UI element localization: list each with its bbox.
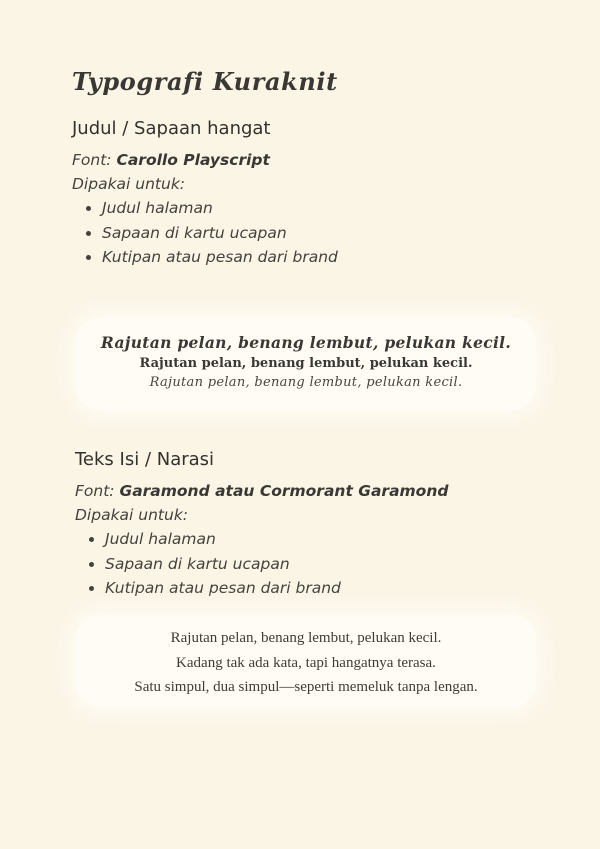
- bullet-icon: [86, 231, 91, 236]
- page-title: Typografi Kuraknit: [72, 67, 338, 96]
- list-item: [75, 527, 448, 552]
- bullet-icon: [89, 537, 94, 542]
- list-item: [75, 552, 448, 577]
- bullet-icon: [86, 255, 91, 260]
- sample-card: [76, 615, 536, 707]
- list-item-text: Judul halaman: [102, 199, 213, 217]
- uses-list: [75, 527, 448, 601]
- list-item-text: Sapaan di kartu ucapan: [102, 223, 287, 242]
- sample-card: [76, 318, 536, 410]
- list-item: [75, 576, 448, 601]
- used-for-label: Dipakai untuk:: [75, 506, 189, 524]
- bullet-icon: [89, 562, 94, 567]
- list-item-text: Judul halaman: [105, 530, 216, 548]
- list-item-text: Sapaan di kartu ucapan: [105, 554, 290, 573]
- section-body-font: [75, 449, 448, 601]
- section-heading-font: [72, 118, 338, 270]
- uses-list: [72, 196, 338, 270]
- sample-line: Rajutan pelan, benang lembut, pelukan kecil.: [149, 375, 463, 390]
- font-label: Font:: [75, 482, 115, 500]
- list-item: [72, 245, 338, 270]
- section-title: Judul / Sapaan hangat: [72, 118, 271, 139]
- sample-line: Kadang tak ada kata, tapi hangatnya terasa.: [176, 654, 436, 671]
- list-item-text: Kutipan atau pesan dari brand: [105, 579, 341, 597]
- font-info: [75, 479, 448, 503]
- bullet-icon: [86, 206, 91, 211]
- section-title: Teks Isi / Narasi: [75, 449, 215, 470]
- list-item: [72, 196, 338, 221]
- font-name: Garamond atau Cormorant Garamond: [119, 482, 449, 500]
- sample-line: Satu simpul, dua simpul—seperti memeluk tanpa lengan.: [134, 679, 478, 695]
- used-for-label: Dipakai untuk:: [72, 175, 186, 193]
- font-info: [72, 148, 338, 172]
- sample-line: Rajutan pelan, benang lembut, pelukan kecil.: [100, 333, 512, 352]
- list-item: [72, 221, 338, 246]
- font-label: Font:: [72, 151, 112, 169]
- bullet-icon: [89, 586, 94, 591]
- sample-line: Rajutan pelan, benang lembut, pelukan kecil.: [170, 630, 442, 646]
- font-name: Carollo Playscript: [116, 151, 270, 169]
- list-item-text: Kutipan atau pesan dari brand: [102, 248, 338, 266]
- sample-line: Rajutan pelan, benang lembut, pelukan kecil.: [139, 356, 473, 371]
